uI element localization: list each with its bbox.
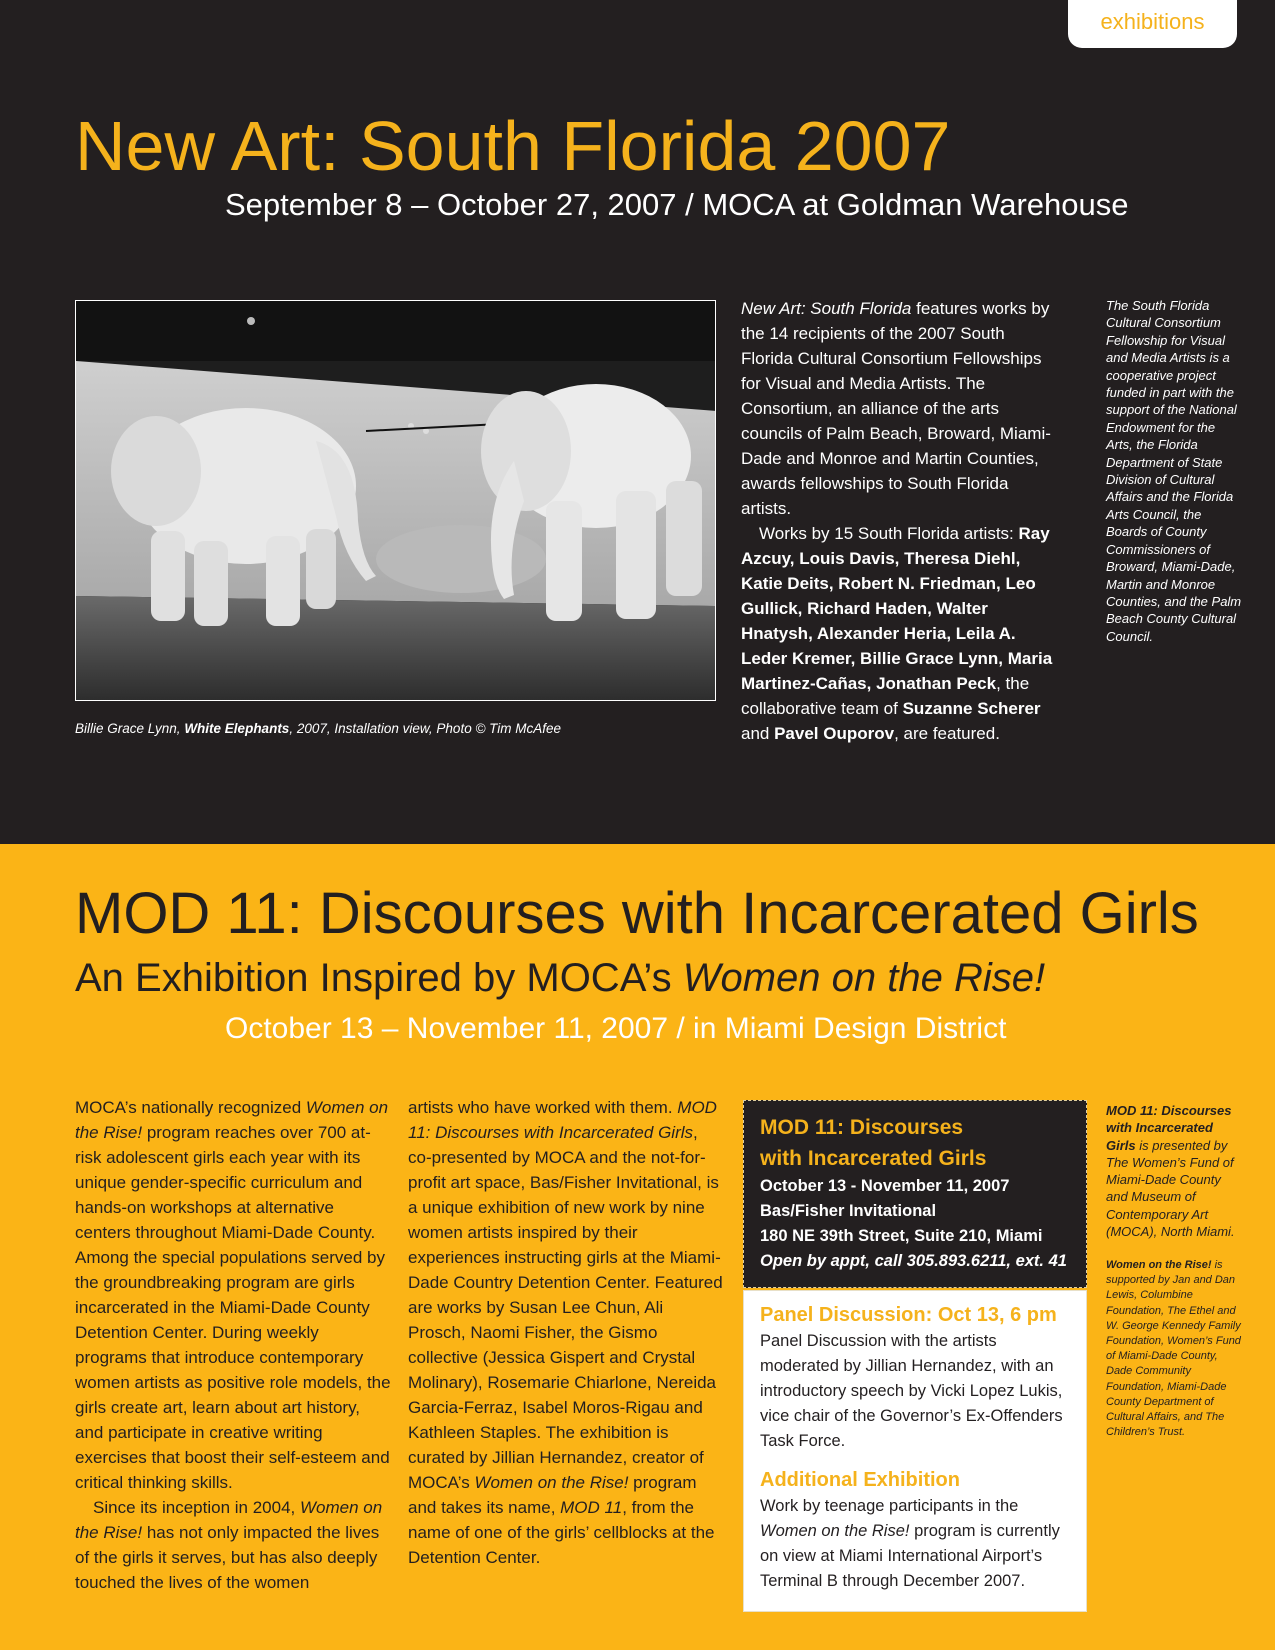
mod11-sponsor-sidebar: MOD 11: Discourses with Incarcerated Girls is presented by The Women’s Fund of Miami-Dade County and Museum of Contemporary Art (MOCA), North Miami. bbox=[1106, 1103, 1235, 1240]
exhibition-dates: September 8 – October 27, 2007 / MOCA at Goldman Warehouse bbox=[225, 187, 1129, 222]
white-elephants-image bbox=[76, 301, 716, 701]
mod11-paragraph-1: MOCA’s nationally recognized Women on the Rise! program reaches over 700 at-risk adolescent girls each year with its unique gender-specific curriculum and hands-on workshops at alternative centers throughout Miami-Dade County. Among the special populations served by the groundbreaking program are girls incarcerated in the Miami-Dade County Detention Center. During weekly programs that introduce contemporary women artists as positive role models, the girls create art, learn about art history, and participate in creative writing exercises that boost their self-esteem and critical thinking skills. bbox=[75, 1098, 391, 1492]
event-title-line-2: with Incarcerated Girls bbox=[760, 1147, 987, 1170]
panel-info-box bbox=[743, 1290, 1087, 1612]
exhibition-title: New Art: South Florida 2007 bbox=[75, 107, 951, 185]
intro-paragraph: New Art: South Florida features works by the 14 recipients of the 2007 South Florida Cultural Consortium Fellowships for Visual and Media Artists. The Consortium, an alliance of the arts councils of Palm Beach, Broward, Miami-Dade and Monroe and Martin Counties, awards fellowships to South Florida artists. bbox=[741, 299, 1051, 518]
exhibitions-tab[interactable]: exhibitions bbox=[1068, 0, 1237, 48]
additional-text: Work by teenage participants in the Women on the Rise! program is currently on view at Miami International Airport’s Terminal B through December 2007. bbox=[760, 1497, 1060, 1590]
additional-heading: Additional Exhibition bbox=[760, 1469, 960, 1491]
event-title-line-1: MOD 11: Discourses bbox=[760, 1116, 964, 1139]
mod11-column-1 bbox=[75, 1095, 391, 1595]
panel-text: Panel Discussion with the artists moderated by Jillian Hernandez, with an introductory speech by Vicki Lopez Lukis, vice chair of the Governor’s Ex-Offenders Task Force. bbox=[760, 1332, 1063, 1450]
mod11-dates: October 13 – November 11, 2007 / in Miami Design District bbox=[225, 1012, 1007, 1045]
mod11-subtitle: An Exhibition Inspired by MOCA’s Women on the Rise! bbox=[75, 956, 1046, 1000]
mod11-column-2 bbox=[408, 1095, 724, 1570]
exhibition-description bbox=[741, 296, 1056, 746]
event-info-box bbox=[743, 1100, 1087, 1288]
wotr-sponsor-sidebar: Women on the Rise! is supported by Jan and Dan Lewis, Columbine Foundation, The Ethel and W. George Kennedy Family Foundation, Women’s Fund of Miami-Dade County, Dade Community Foundation, Miami-Dade County Department of Cultural Affairs, and The Children’s Trust. bbox=[1106, 1259, 1241, 1439]
consortium-sidebar: The South Florida Cultural Consortium Fellowship for Visual and Media Artists is a cooperative project funded in part with the support of the National Endowment for the Arts, the Florida Department of State Division of Cultural Affairs and the Florida Arts Council, the Boards of County Commissioners of Broward, Miami-Dade, Martin and Monroe Counties, and the Palm Beach County Cultural Council. bbox=[1106, 298, 1242, 644]
mod11-title: MOD 11: Discourses with Incarcerated Girls bbox=[75, 881, 1199, 946]
panel-heading: Panel Discussion: Oct 13, 6 pm bbox=[760, 1304, 1057, 1326]
mod11-paragraph-3: artists who have worked with them. MOD 11: Discourses with Incarcerated Girls, co-presented by MOCA and the not-for-profit art space, Bas/Fisher Invitational, is a unique exhibition of new work by nine women artists inspired by their experiences instructing girls at the Miami-Dade Country Detention Center. Featured are works by Susan Lee Chun, Ali Prosch, Naomi Fisher, the Gismo collective (Jessica Gispert and Crystal Molinary), Rosemarie Chiarlone, Nereida Garcia-Ferraz, Isabel Moros-Rigau and Kathleen Staples. The exhibition is curated by Jillian Hernandez, creator of MOCA’s Women on the Rise! program and takes its name, MOD 11, from the name of one of the girls’ cellblocks at the Detention Center. bbox=[408, 1098, 723, 1567]
installation-photo bbox=[75, 300, 716, 701]
event-hours: Open by appt, call 305.893.6211, ext. 41 bbox=[760, 1252, 1067, 1270]
mod11-paragraph-2: Since its inception in 2004, Women on the Rise! has not only impacted the lives of the girls it serves, but has also deeply touched the lives of the women bbox=[75, 1498, 383, 1592]
event-address: 180 NE 39th Street, Suite 210, Miami bbox=[760, 1227, 1043, 1245]
artists-paragraph: Works by 15 South Florida artists: Ray Azcuy, Louis Davis, Theresa Diehl, Katie Deits, Robert N. Friedman, Leo Gullick, Richard Haden, Walter Hnatysh, Alexander Heria, Leila A. Leder Kremer, Billie Grace Lynn, Maria Martinez-Cañas, Jonathan Peck, the collaborative team of Suzanne Scherer and Pavel Ouporov, are featured. bbox=[741, 524, 1053, 743]
event-dates: October 13 - November 11, 2007 bbox=[760, 1177, 1010, 1195]
photo-caption: Billie Grace Lynn, White Elephants, 2007, Installation view, Photo © Tim McAfee bbox=[75, 721, 562, 736]
event-venue: Bas/Fisher Invitational bbox=[760, 1202, 937, 1220]
